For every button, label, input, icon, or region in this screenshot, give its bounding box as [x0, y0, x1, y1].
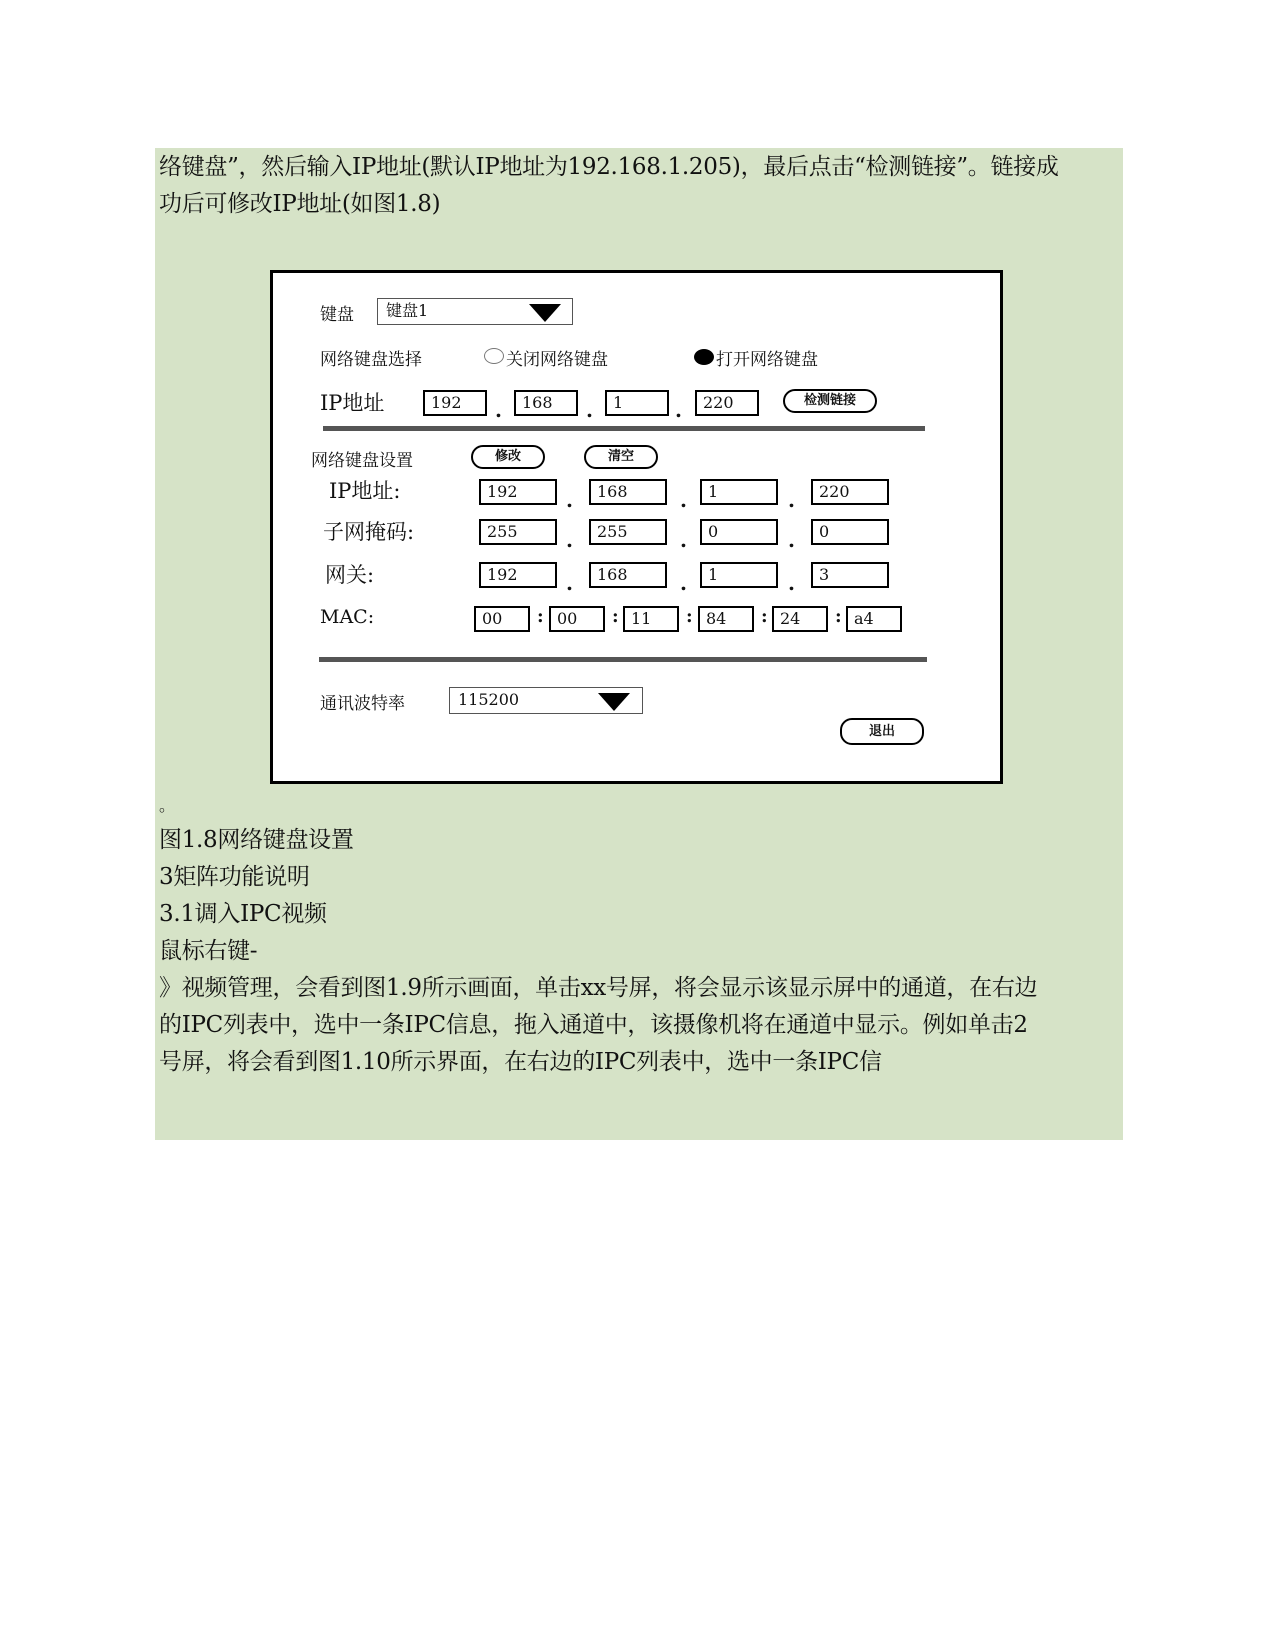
mac-field[interactable]: 84	[698, 606, 754, 632]
paragraph-period: 。	[159, 796, 175, 815]
network-keyboard-settings-figure	[270, 270, 1003, 784]
paragraph-line: 的IPC列表中，选中一条IPC信息，拖入通道中，该摄像机将在通道中显示。例如单击2	[159, 1012, 1028, 1038]
ip-dot: .	[788, 488, 795, 512]
mac-label: MAC:	[320, 606, 375, 628]
ip2-field[interactable]: 192	[479, 479, 557, 505]
ip-dot: .	[680, 571, 687, 595]
paragraph-line: 号屏，将会看到图1.10所示界面，在右边的IPC列表中，选中一条IPC信	[159, 1049, 882, 1075]
ip-dot: .	[566, 571, 573, 595]
gateway-field[interactable]: 1	[700, 562, 778, 588]
subnet-mask-field[interactable]: 255	[479, 519, 557, 545]
radio-on-label: 打开网络键盘	[716, 350, 818, 370]
ip2-label: IP地址:	[329, 479, 401, 503]
mac-field[interactable]: 24	[772, 606, 828, 632]
chevron-down-icon[interactable]	[598, 693, 630, 711]
ip-dot: .	[566, 528, 573, 552]
section-heading: 3矩阵功能说明	[159, 864, 310, 890]
keyboard-select-value: 键盘1	[386, 301, 429, 320]
subnet-mask-field[interactable]: 0	[811, 519, 889, 545]
ip-dot: .	[586, 398, 593, 422]
ip-dot: .	[495, 398, 502, 422]
clear-button[interactable]: 清空	[584, 445, 658, 469]
baud-rate-label: 通讯波特率	[320, 694, 405, 714]
subnet-mask-field[interactable]: 0	[700, 519, 778, 545]
subnet-mask-field[interactable]: 255	[589, 519, 667, 545]
radio-off-label: 关闭网络键盘	[506, 350, 608, 370]
ip-dot: .	[680, 488, 687, 512]
divider	[323, 426, 925, 431]
subsection-heading: 3.1调入IPC视频	[159, 901, 327, 927]
modify-button[interactable]: 修改	[471, 445, 545, 469]
chevron-down-icon[interactable]	[529, 304, 561, 322]
gateway-field[interactable]: 192	[479, 562, 557, 588]
ip-dot: .	[566, 488, 573, 512]
detect-link-button[interactable]: 检测链接	[783, 389, 877, 413]
keyboard-label: 键盘	[320, 305, 354, 325]
mac-colon: :	[835, 606, 842, 627]
gateway-field[interactable]: 3	[811, 562, 889, 588]
exit-button[interactable]: 退出	[840, 718, 924, 745]
mac-colon: :	[612, 606, 619, 627]
mac-colon: :	[537, 606, 544, 627]
ip2-field[interactable]: 1	[700, 479, 778, 505]
ip-field[interactable]: 168	[514, 390, 578, 416]
mac-field[interactable]: 11	[623, 606, 679, 632]
paragraph-line: 》视频管理，会看到图1.9所示画面，单击xx号屏，将会显示该显示屏中的通道，在右边	[159, 975, 1038, 1001]
ip-label: IP地址	[320, 391, 385, 415]
figure-caption: 图1.8网络键盘设置	[159, 827, 354, 853]
ip2-field[interactable]: 220	[811, 479, 889, 505]
ip-dot: .	[788, 571, 795, 595]
ip-field[interactable]: 220	[695, 390, 759, 416]
radio-on-selected[interactable]	[694, 349, 714, 365]
ip-dot: .	[680, 528, 687, 552]
mac-field[interactable]: a4	[846, 606, 902, 632]
divider	[319, 657, 927, 662]
subnet-mask-label: 子网掩码:	[323, 520, 415, 544]
paragraph-line: 功后可修改IP地址(如图1.8)	[159, 191, 441, 217]
baud-rate-value: 115200	[458, 690, 520, 709]
network-keyboard-select-label: 网络键盘选择	[320, 350, 422, 370]
gateway-field[interactable]: 168	[589, 562, 667, 588]
mac-colon: :	[761, 606, 768, 627]
gateway-label: 网关:	[325, 563, 375, 587]
mac-colon: :	[686, 606, 693, 627]
paragraph-line: 鼠标右键-	[159, 938, 258, 964]
ip2-field[interactable]: 168	[589, 479, 667, 505]
mac-field[interactable]: 00	[474, 606, 530, 632]
ip-dot: .	[675, 398, 682, 422]
ip-field[interactable]: 192	[423, 390, 487, 416]
network-keyboard-settings-label: 网络键盘设置	[311, 451, 413, 471]
radio-off[interactable]	[484, 348, 504, 364]
paragraph-line: 络键盘”，然后输入IP地址(默认IP地址为192.168.1.205)，最后点击“检测链接”。链接成	[159, 154, 1059, 180]
ip-field[interactable]: 1	[605, 390, 669, 416]
mac-field[interactable]: 00	[549, 606, 605, 632]
ip-dot: .	[788, 528, 795, 552]
